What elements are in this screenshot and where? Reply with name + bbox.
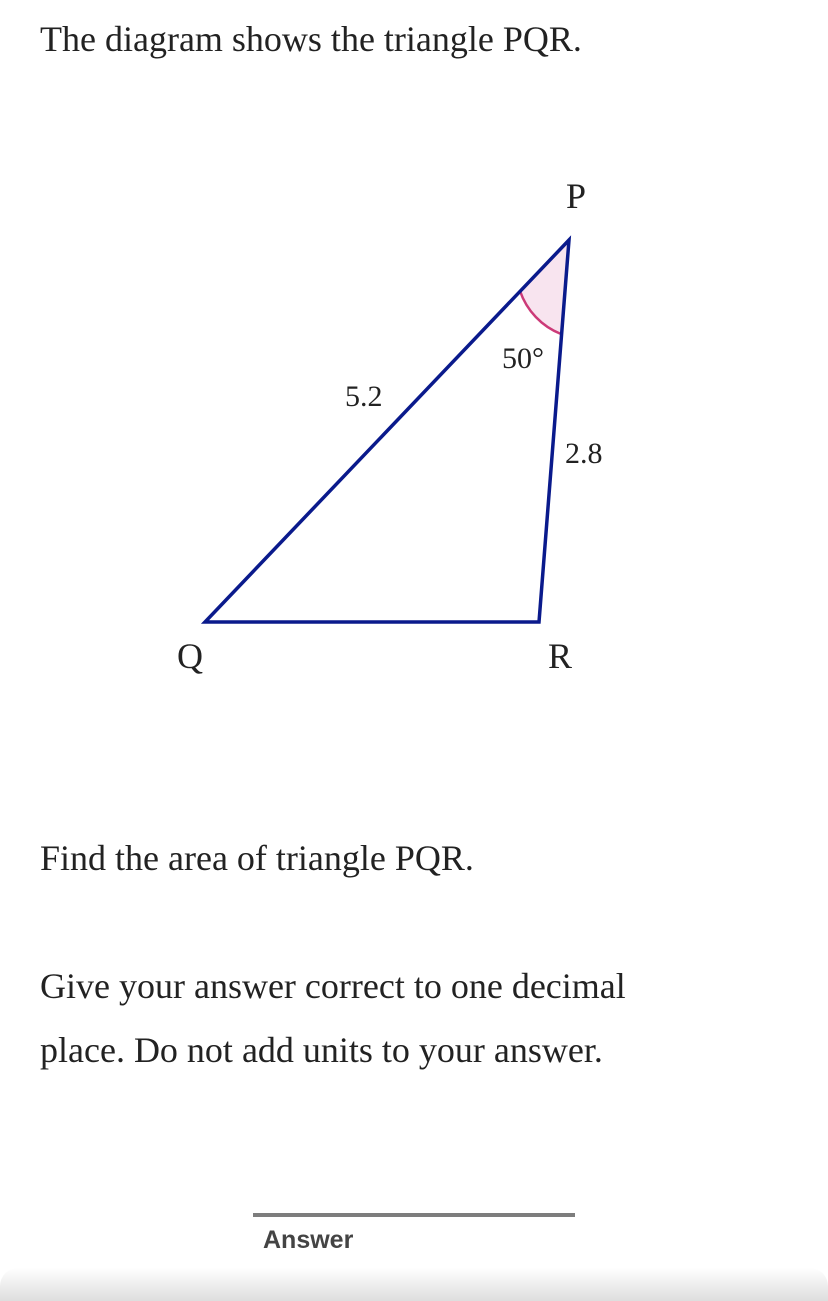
vertex-label-p: P: [566, 176, 587, 216]
instructions-line-1: Give your answer correct to one decimal: [40, 966, 626, 1006]
instructions-line-2: place. Do not add units to your answer.: [40, 1030, 603, 1070]
answer-input[interactable]: [253, 1160, 575, 1212]
answer-instructions: [40, 954, 626, 1082]
side-label-pq: 5.2: [345, 380, 383, 413]
question-prompt: Find the area of triangle PQR.: [40, 838, 474, 878]
question-intro: The diagram shows the triangle PQR.: [40, 19, 582, 59]
angle-label-p: 50°: [502, 342, 544, 375]
side-label-pr: 2.8: [565, 437, 603, 470]
vertex-label-q: Q: [177, 636, 203, 676]
bottom-panel-edge: [0, 1268, 828, 1301]
answer-label: Answer: [263, 1226, 354, 1254]
vertex-label-r: R: [548, 636, 573, 676]
answer-underline: [253, 1213, 575, 1217]
triangle-pqr: [205, 240, 569, 622]
